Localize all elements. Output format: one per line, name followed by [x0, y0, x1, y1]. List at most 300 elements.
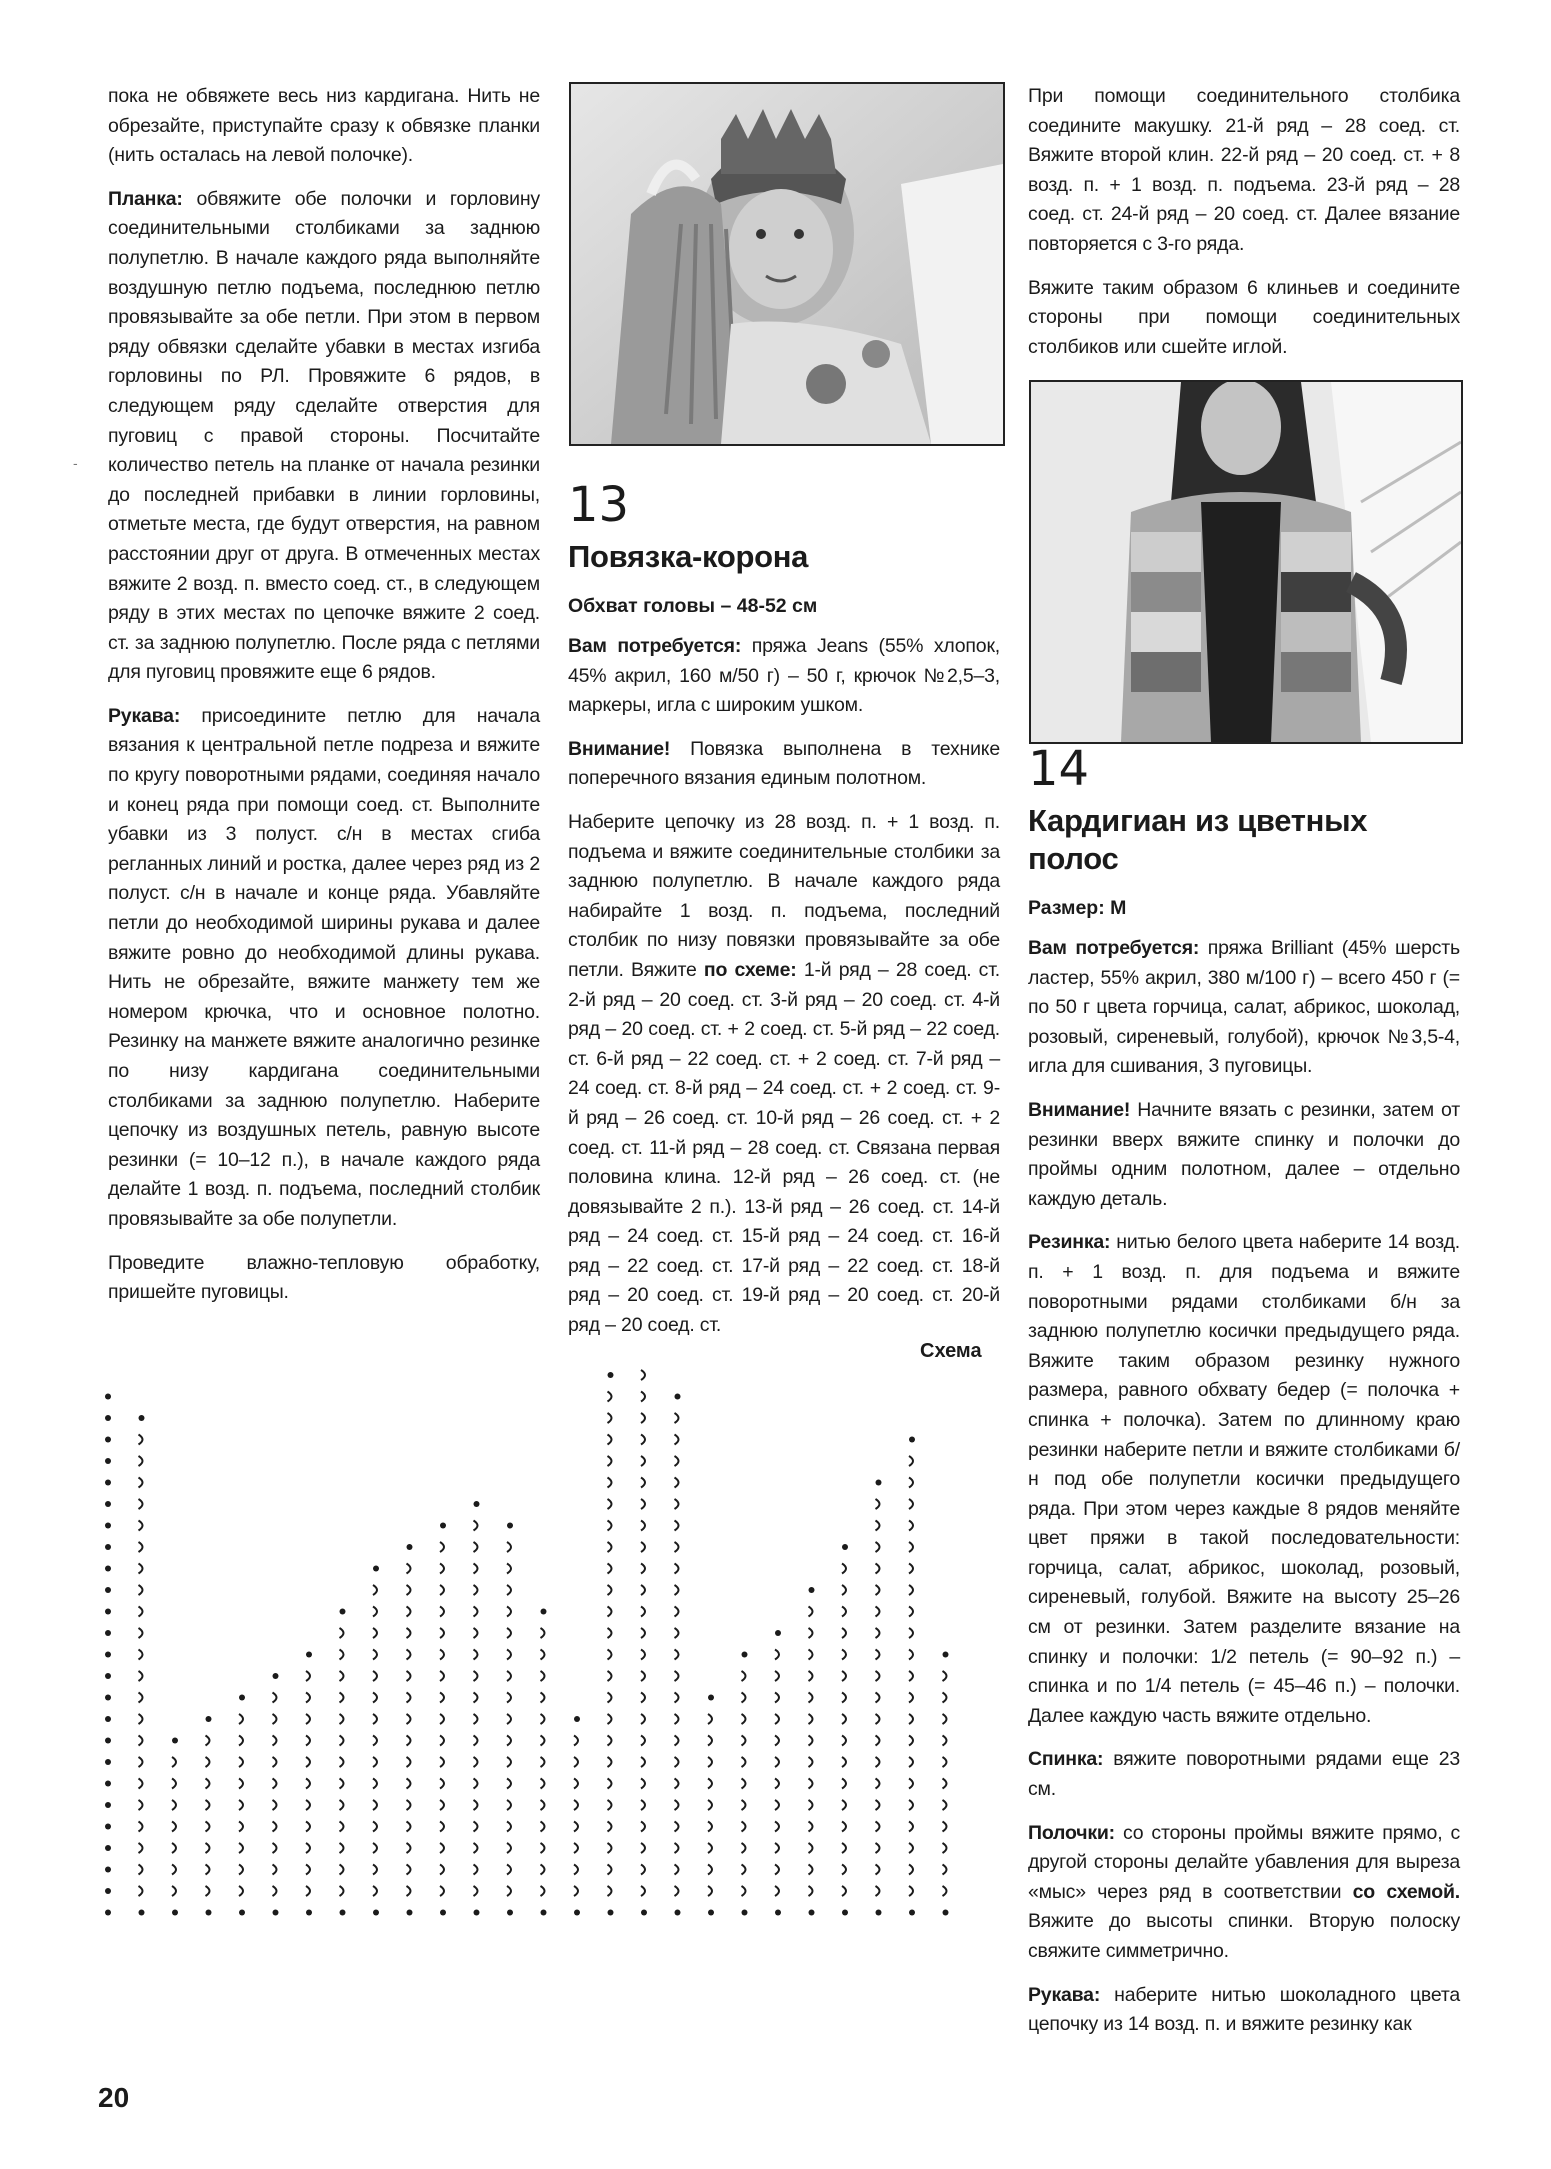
- schema-stitch-arc: [608, 1822, 612, 1832]
- schema-stitch-arc: [742, 1693, 746, 1703]
- schema-stitch-dot: [541, 1609, 547, 1615]
- schema-stitch-dot: [608, 1372, 614, 1378]
- schema-stitch-arc: [206, 1736, 210, 1746]
- schema-stitch-arc: [909, 1628, 913, 1638]
- schema-stitch-arc: [909, 1800, 913, 1810]
- schema-stitch-arc: [909, 1456, 913, 1466]
- schema-stitch-arc: [943, 1843, 947, 1853]
- cardigan-size: Размер: М: [1028, 897, 1127, 919]
- schema-stitch-dot: [105, 1566, 111, 1572]
- schema-stitch-arc: [541, 1650, 545, 1660]
- right-para-need: [1028, 934, 1460, 1082]
- schema-stitch-dot: [105, 1738, 111, 1744]
- schema-stitch-arc: [474, 1693, 478, 1703]
- schema-stitch-arc: [641, 1757, 645, 1767]
- right-para-1: При помощи соединительного столбика соедините макушку. 21-й ряд – 28 соед. ст. Вяжите второй клин. 22-й ряд – 20 соед. ст. + 8 возд. п. + 1 возд. п. подъема. 23-й ряд – 28 соед. ст. 24-й ряд – 20 соед. ст. Далее вязание повторяется с 3-го ряда.: [1028, 85, 1460, 255]
- schema-stitch-arc: [742, 1822, 746, 1832]
- right-para-rib: [1028, 1228, 1460, 1731]
- schema-stitch-arc: [440, 1628, 444, 1638]
- left-para-finish: Проведите влажно-тепловую обработку, пришейте пуговицы.: [108, 1251, 540, 1304]
- schema-stitch-dot: [440, 1523, 446, 1529]
- schema-stitch-arc: [407, 1822, 411, 1832]
- schema-stitch-arc: [608, 1757, 612, 1767]
- schema-stitch-dot: [842, 1544, 848, 1550]
- schema-stitch-arc: [440, 1585, 444, 1595]
- schema-stitch-arc: [775, 1800, 779, 1810]
- schema-stitch-arc: [273, 1886, 277, 1896]
- schema-stitch-dot: [943, 1910, 949, 1916]
- schema-stitch-arc: [440, 1800, 444, 1810]
- schema-stitch-arc: [306, 1800, 310, 1810]
- mid-rows-scheme: по схеме:: [703, 958, 797, 981]
- schema-stitch-arc: [675, 1800, 679, 1810]
- schema-stitch-arc: [306, 1757, 310, 1767]
- schema-stitch-arc: [172, 1865, 176, 1875]
- schema-stitch-arc: [139, 1757, 143, 1767]
- schema-stitch-dot: [105, 1394, 111, 1400]
- right-para-2: Вяжите таким образом 6 клиньев и соедините стороны при помощи соединительных столбиков или сшейте иглой.: [1028, 276, 1460, 358]
- schema-stitch-arc: [273, 1822, 277, 1832]
- schema-stitch-arc: [775, 1757, 779, 1767]
- schema-stitch-arc: [876, 1628, 880, 1638]
- schema-stitch-arc: [809, 1800, 813, 1810]
- schema-stitch-arc: [407, 1607, 411, 1617]
- schema-stitch-arc: [943, 1757, 947, 1767]
- schema-stitch-arc: [306, 1693, 310, 1703]
- schema-stitch-arc: [507, 1585, 511, 1595]
- schema-stitch-arc: [273, 1693, 277, 1703]
- schema-stitch-dot: [105, 1716, 111, 1722]
- schema-stitch-arc: [809, 1607, 813, 1617]
- schema-stitch-arc: [306, 1865, 310, 1875]
- schema-stitch-dot: [407, 1910, 413, 1916]
- schema-stitch-arc: [507, 1865, 511, 1875]
- schema-stitch-arc: [876, 1499, 880, 1509]
- schema-stitch-arc: [373, 1693, 377, 1703]
- schema-stitch-arc: [809, 1865, 813, 1875]
- schema-stitch-arc: [809, 1693, 813, 1703]
- schema-stitch-arc: [373, 1628, 377, 1638]
- schema-stitch-arc: [775, 1886, 779, 1896]
- schema-stitch-arc: [842, 1886, 846, 1896]
- schema-stitch-arc: [608, 1779, 612, 1789]
- mid-para-attention: [568, 735, 1000, 794]
- schema-stitch-arc: [842, 1736, 846, 1746]
- schema-stitch-arc: [139, 1865, 143, 1875]
- schema-stitch-arc: [407, 1779, 411, 1789]
- schema-stitch-arc: [239, 1886, 243, 1896]
- schema-stitch-arc: [675, 1478, 679, 1488]
- schema-stitch-arc: [239, 1800, 243, 1810]
- schema-stitch-arc: [608, 1628, 612, 1638]
- schema-stitch-arc: [675, 1564, 679, 1574]
- schema-stitch-arc: [909, 1736, 913, 1746]
- schema-stitch-arc: [239, 1822, 243, 1832]
- schema-stitch-arc: [842, 1693, 846, 1703]
- schema-stitch-arc: [641, 1370, 645, 1380]
- schema-stitch-arc: [708, 1714, 712, 1724]
- schema-label: Схема: [920, 1340, 982, 1362]
- schema-stitch-arc: [273, 1757, 277, 1767]
- mid-rows-intro: Наберите цепочку из 28 возд. п. + 1 возд. п. подъема и вяжите соединительные столбики за заднюю полупетлю. В начале каждого ряда набирайте 1 возд. п. подъема, последний столбик по низу повязки провязывайте за обе петли. Вяжите: [568, 810, 1000, 981]
- schema-stitch-arc: [574, 1843, 578, 1853]
- schema-stitch-arc: [909, 1865, 913, 1875]
- schema-stitch-dot: [105, 1910, 111, 1916]
- schema-stitch-arc: [876, 1800, 880, 1810]
- schema-stitch-arc: [876, 1607, 880, 1617]
- schema-stitch-dot: [876, 1480, 882, 1486]
- schema-stitch-arc: [641, 1435, 645, 1445]
- schema-stitch-arc: [139, 1435, 143, 1445]
- schema-stitch-arc: [675, 1822, 679, 1832]
- schema-stitch-arc: [306, 1843, 310, 1853]
- schema-stitch-arc: [608, 1585, 612, 1595]
- schema-stitch-arc: [675, 1779, 679, 1789]
- schema-stitch-arc: [842, 1650, 846, 1660]
- schema-stitch-arc: [139, 1564, 143, 1574]
- schema-stitch-arc: [273, 1736, 277, 1746]
- schema-stitch-arc: [407, 1564, 411, 1574]
- schema-stitch-dot: [105, 1824, 111, 1830]
- schema-stitch-dot: [909, 1910, 915, 1916]
- schema-stitch-arc: [608, 1693, 612, 1703]
- schema-stitch-arc: [139, 1585, 143, 1595]
- schema-stitch-arc: [340, 1736, 344, 1746]
- schema-stitch-dot: [842, 1910, 848, 1916]
- schema-stitch-arc: [139, 1628, 143, 1638]
- schema-stitch-arc: [943, 1822, 947, 1832]
- schema-stitch-arc: [675, 1886, 679, 1896]
- schema-stitch-dot: [440, 1910, 446, 1916]
- mid-attention-text: Повязка выполнена в технике поперечного вязания единым полотном.: [568, 737, 1000, 790]
- schema-stitch-arc: [373, 1822, 377, 1832]
- schema-stitch-dot: [675, 1394, 681, 1400]
- schema-stitch-arc: [507, 1693, 511, 1703]
- schema-stitch-dot: [105, 1501, 111, 1507]
- schema-stitch-arc: [474, 1714, 478, 1724]
- schema-stitch-arc: [675, 1736, 679, 1746]
- schema-stitch-arc: [641, 1693, 645, 1703]
- schema-stitch-arc: [273, 1865, 277, 1875]
- schema-stitch-arc: [407, 1843, 411, 1853]
- schema-stitch-dot: [273, 1673, 279, 1679]
- schema-stitch-dot: [105, 1544, 111, 1550]
- schema-stitch-arc: [239, 1779, 243, 1789]
- schema-stitch-arc: [641, 1456, 645, 1466]
- schema-stitch-arc: [440, 1736, 444, 1746]
- schema-stitch-dot: [239, 1910, 245, 1916]
- schema-stitch-arc: [574, 1779, 578, 1789]
- schema-stitch-arc: [407, 1757, 411, 1767]
- schema-stitch-arc: [675, 1521, 679, 1531]
- schema-stitch-dot: [105, 1652, 111, 1658]
- schema-stitch-arc: [507, 1607, 511, 1617]
- schema-stitch-arc: [474, 1843, 478, 1853]
- schema-stitch-arc: [909, 1499, 913, 1509]
- schema-stitch-dot: [474, 1910, 480, 1916]
- schema-stitch-arc: [139, 1650, 143, 1660]
- margin-tick: -: [73, 455, 78, 471]
- schema-stitch-arc: [876, 1650, 880, 1660]
- schema-stitch-arc: [139, 1671, 143, 1681]
- schema-stitch-arc: [675, 1843, 679, 1853]
- schema-stitch-arc: [742, 1886, 746, 1896]
- schema-stitch-arc: [641, 1714, 645, 1724]
- schema-stitch-arc: [641, 1800, 645, 1810]
- schema-stitch-arc: [641, 1564, 645, 1574]
- schema-stitch-arc: [608, 1392, 612, 1402]
- fronts-text-c: Вяжите до высоты спинки. Вторую полоску свяжите симметрично.: [1028, 1910, 1460, 1962]
- schema-stitch-arc: [675, 1499, 679, 1509]
- schema-stitch-arc: [608, 1800, 612, 1810]
- schema-stitch-arc: [273, 1779, 277, 1789]
- schema-stitch-arc: [373, 1585, 377, 1595]
- schema-stitch-arc: [206, 1757, 210, 1767]
- schema-stitch-dot: [206, 1716, 212, 1722]
- schema-stitch-arc: [909, 1886, 913, 1896]
- head-size: Обхват головы – 48-52 см: [568, 595, 818, 617]
- schema-stitch-arc: [943, 1714, 947, 1724]
- schema-stitch-arc: [306, 1736, 310, 1746]
- schema-stitch-dot: [105, 1781, 111, 1787]
- schema-stitch-arc: [842, 1628, 846, 1638]
- schema-stitch-arc: [273, 1714, 277, 1724]
- schema-stitch-arc: [474, 1800, 478, 1810]
- schema-stitch-arc: [273, 1800, 277, 1810]
- schema-stitch-arc: [373, 1886, 377, 1896]
- schema-stitch-arc: [139, 1607, 143, 1617]
- schema-stitch-arc: [909, 1607, 913, 1617]
- schema-stitch-dot: [541, 1910, 547, 1916]
- schema-stitch-arc: [675, 1413, 679, 1423]
- schema-stitch-arc: [909, 1542, 913, 1552]
- schema-stitch-arc: [474, 1607, 478, 1617]
- schema-stitch-dot: [775, 1910, 781, 1916]
- schema-stitch-dot: [105, 1415, 111, 1421]
- schema-stitch-arc: [239, 1757, 243, 1767]
- schema-stitch-dot: [273, 1910, 279, 1916]
- schema-stitch-dot: [105, 1587, 111, 1593]
- schema-stitch-arc: [507, 1843, 511, 1853]
- schema-stitch-arc: [842, 1800, 846, 1810]
- schema-stitch-arc: [541, 1843, 545, 1853]
- schema-stitch-arc: [340, 1800, 344, 1810]
- schema-stitch-arc: [876, 1693, 880, 1703]
- planka-label: Планка:: [108, 187, 183, 210]
- schema-stitch-arc: [809, 1671, 813, 1681]
- schema-stitch-arc: [541, 1822, 545, 1832]
- schema-stitch-dot: [105, 1523, 111, 1529]
- schema-stitch-arc: [775, 1736, 779, 1746]
- schema-stitch-arc: [574, 1736, 578, 1746]
- schema-stitch-arc: [876, 1521, 880, 1531]
- schema-stitch-arc: [641, 1542, 645, 1552]
- schema-stitch-arc: [541, 1736, 545, 1746]
- schema-stitch-arc: [340, 1757, 344, 1767]
- schema-stitch-arc: [507, 1650, 511, 1660]
- schema-stitch-arc: [306, 1886, 310, 1896]
- schema-stitch-arc: [809, 1714, 813, 1724]
- schema-stitch-arc: [407, 1865, 411, 1875]
- schema-stitch-dot: [172, 1910, 178, 1916]
- schema-stitch-arc: [507, 1671, 511, 1681]
- schema-stitch-arc: [373, 1757, 377, 1767]
- schema-stitch-dot: [809, 1587, 815, 1593]
- schema-stitch-arc: [909, 1585, 913, 1595]
- schema-stitch-arc: [641, 1843, 645, 1853]
- rib-label: Резинка:: [1028, 1231, 1111, 1254]
- schema-stitch-arc: [172, 1800, 176, 1810]
- schema-stitch-arc: [708, 1736, 712, 1746]
- schema-stitch-arc: [675, 1714, 679, 1724]
- schema-stitch-dot: [876, 1910, 882, 1916]
- schema-stitch-arc: [842, 1564, 846, 1574]
- schema-stitch-dot: [742, 1910, 748, 1916]
- back-text: вяжите поворотными рядами еще 23 см.: [1028, 1748, 1460, 1801]
- schema-stitch-arc: [876, 1779, 880, 1789]
- schema-stitch-arc: [775, 1650, 779, 1660]
- schema-stitch-arc: [608, 1435, 612, 1445]
- schema-stitch-dot: [708, 1695, 714, 1701]
- schema-stitch-arc: [608, 1542, 612, 1552]
- schema-stitch-arc: [474, 1822, 478, 1832]
- schema-stitch-arc: [608, 1736, 612, 1746]
- schema-stitch-arc: [541, 1757, 545, 1767]
- schema-stitch-arc: [842, 1822, 846, 1832]
- schema-stitch-arc: [608, 1886, 612, 1896]
- schema-stitch-arc: [407, 1628, 411, 1638]
- schema-stitch-arc: [641, 1671, 645, 1681]
- schema-stitch-arc: [139, 1822, 143, 1832]
- schema-stitch-arc: [641, 1478, 645, 1488]
- schema-stitch-arc: [306, 1822, 310, 1832]
- schema-stitch-arc: [909, 1714, 913, 1724]
- schema-stitch-arc: [608, 1843, 612, 1853]
- schema-stitch-arc: [373, 1650, 377, 1660]
- schema-stitch-arc: [574, 1822, 578, 1832]
- schema-stitch-arc: [474, 1671, 478, 1681]
- schema-stitch-arc: [373, 1714, 377, 1724]
- schema-stitch-arc: [474, 1886, 478, 1896]
- schema-stitch-arc: [742, 1843, 746, 1853]
- schema-stitch-arc: [608, 1865, 612, 1875]
- schema-stitch-arc: [340, 1671, 344, 1681]
- schema-stitch-arc: [675, 1650, 679, 1660]
- schema-stitch-dot: [105, 1802, 111, 1808]
- schema-stitch-arc: [708, 1757, 712, 1767]
- planka-text: обвяжите обе полочки и горловину соединительными столбиками за заднюю полупетлю. В начале каждого ряда выполняйте воздушную петлю подъема, последнюю петлю провязывайте за обе петли. При этом в первом ряду обвязки сделайте убавки в местах изгиба горловины по РЛ. Провяжите 6 рядов, в следующем ряду сделайте отверстия для пуговиц с правой стороны. Посчитайте количество петель на планке от начала резинки до последней прибавки в линии горловины, отметьте места, где будут отверстия, на равном расстоянии друг от друга. В отмеченных местах вяжите 2 возд. п. вместо соед. ст., в следующем ряду в этих местах по цепочке вяжите 2 соед. ст. за заднюю полупетлю. После ряда с петлями для пуговиц провяжите еще 6 рядов.: [108, 187, 540, 684]
- schema-stitch-arc: [340, 1822, 344, 1832]
- schema-stitch-arc: [842, 1779, 846, 1789]
- schema-stitch-arc: [775, 1693, 779, 1703]
- schema-stitch-arc: [842, 1865, 846, 1875]
- schema-stitch-arc: [373, 1843, 377, 1853]
- schema-stitch-arc: [608, 1499, 612, 1509]
- schema-stitch-arc: [407, 1671, 411, 1681]
- schema-stitch-dot: [775, 1630, 781, 1636]
- schema-stitch-arc: [440, 1865, 444, 1875]
- right-para-attention: [1028, 1096, 1460, 1214]
- sleeves-text: присоедините петлю для начала вязания к центральной петле подреза и вяжите по кругу поворотными рядами, соединяя начало и конец ряда при помощи соед. ст. Выполните убавки из 3 полуст. с/н в местах сгиба регланных линий и ростка, далее через ряд из 2 полуст. с/н в начале и конце ряда. Убавляйте петли до необходимой ширины рукава и далее вяжите ровно до необходимой длины рукава. Нить не обрезайте, вяжите манжету тем же номером крючка, что и основное полотно. Резинку на манжете вяжите аналогично резинке по низу кардигана соединительными столбиками за заднюю полупетлю. Наберите цепочку из воздушных петель, равную высоте резинки (= 10–12 п.), в начале каждого ряда делайте 1 возд. п. подъема, последний столбик провязывайте за обе полупетли.: [108, 704, 540, 1230]
- mid-para-rows: [568, 808, 1000, 1341]
- schema-stitch-arc: [340, 1886, 344, 1896]
- schema-stitch-dot: [105, 1437, 111, 1443]
- schema-stitch-arc: [139, 1714, 143, 1724]
- photo-girl-headband-image: [571, 84, 1003, 444]
- schema-stitch-arc: [139, 1542, 143, 1552]
- schema-stitch-arc: [306, 1714, 310, 1724]
- schema-stitch-arc: [842, 1714, 846, 1724]
- left-para-1: пока не обвяжете весь низ кардигана. Нить не обрезайте, приступайте сразу к обвязке планки (нить осталась на левой полочке).: [108, 85, 540, 167]
- schema-stitch-arc: [206, 1800, 210, 1810]
- schema-stitch-arc: [507, 1628, 511, 1638]
- schema-stitch-arc: [809, 1843, 813, 1853]
- schema-stitch-arc: [541, 1800, 545, 1810]
- schema-stitch-arc: [541, 1671, 545, 1681]
- schema-stitch-arc: [641, 1392, 645, 1402]
- schema-stitch-arc: [809, 1779, 813, 1789]
- sleeves-label: Рукава:: [108, 704, 181, 727]
- schema-stitch-dot: [306, 1910, 312, 1916]
- schema-stitch-arc: [440, 1607, 444, 1617]
- schema-stitch-arc: [641, 1736, 645, 1746]
- schema-stitch-arc: [139, 1736, 143, 1746]
- schema-stitch-arc: [943, 1865, 947, 1875]
- schema-stitch-arc: [541, 1886, 545, 1896]
- schema-stitch-dot: [172, 1738, 178, 1744]
- schema-stitch-arc: [474, 1736, 478, 1746]
- schema-stitch-arc: [440, 1822, 444, 1832]
- mid-rows-text: 1-й ряд – 28 соед. ст. 2-й ряд – 20 соед. ст. 3-й ряд – 20 соед. ст. 4-й ряд – 20 соед. ст. + 2 соед. ст. 5-й ряд – 22 соед. ст. 6-й ряд – 22 соед. ст. + 2 соед. ст. 7-й ряд – 24 соед. ст. 8-й ряд – 24 соед. ст. + 2 соед. ст. 9-й ряд – 26 соед. ст. 10-й ряд – 26 соед. ст. + 2 соед. ст. 11-й ряд – 28 соед. ст. Связана первая половина клина. 12-й ряд – 26 соед. ст. (не довязывайте 2 п.). 13-й ряд – 26 соед. ст. 14-й ряд – 24 соед. ст. 15-й ряд – 24 соед. ст. 16-й ряд – 22 соед. ст. 17-й ряд – 22 соед. ст. 18-й ряд – 20 соед. ст. 19-й ряд – 20 соед. ст. 20-й ряд – 20 соед. ст.: [568, 958, 1001, 1337]
- schema-stitch-arc: [407, 1650, 411, 1660]
- schema-stitch-arc: [842, 1585, 846, 1595]
- schema-stitch-arc: [541, 1628, 545, 1638]
- schema-stitch-arc: [373, 1865, 377, 1875]
- schema-stitch-arc: [742, 1865, 746, 1875]
- schema-stitch-arc: [742, 1800, 746, 1810]
- schema-stitch-arc: [842, 1843, 846, 1853]
- schema-stitch-arc: [373, 1800, 377, 1810]
- right-need-text: пряжа Brilliant (45% шерсть ластер, 55% акрил, 380 м/100 г) – всего 450 г (= по 50 г цвета горчица, салат, абрикос, шоколад, розовый, сиреневый, голубой), крючок №3,5-4, игла для сшивания, 3 пуговицы.: [1028, 937, 1460, 1078]
- schema-stitch-dot: [574, 1910, 580, 1916]
- schema-stitch-arc: [139, 1499, 143, 1509]
- schema-stitch-arc: [675, 1628, 679, 1638]
- schema-stitch-arc: [239, 1714, 243, 1724]
- schema-stitch-dot: [306, 1652, 312, 1658]
- schema-stitch-arc: [306, 1671, 310, 1681]
- right-column: [1028, 82, 1460, 2036]
- schema-stitch-arc: [876, 1736, 880, 1746]
- schema-stitch-arc: [474, 1564, 478, 1574]
- schema-stitch-arc: [775, 1822, 779, 1832]
- right-need-label: Вам потребуется:: [1028, 937, 1200, 959]
- schema-stitch-arc: [139, 1779, 143, 1789]
- schema-stitch-arc: [474, 1865, 478, 1875]
- schema-stitch-arc: [139, 1456, 143, 1466]
- right-para-back: [1028, 1745, 1460, 1804]
- schema-stitch-arc: [809, 1757, 813, 1767]
- schema-stitch-arc: [239, 1843, 243, 1853]
- schema-stitch-arc: [742, 1757, 746, 1767]
- schema-stitch-arc: [373, 1607, 377, 1617]
- schema-stitch-arc: [708, 1779, 712, 1789]
- right-para-fronts: [1028, 1819, 1460, 1967]
- schema-stitch-dot: [373, 1910, 379, 1916]
- right-attention-text: Начните вязать с резинки, затем от резинки вверх вяжите спинку и полочки до проймы одним полотном, далее – отдельно каждую деталь.: [1028, 1098, 1460, 1210]
- fronts-text-a: со стороны проймы вяжите прямо, с другой стороны делайте убавления для выреза «мыс» через ряд в соответствии: [1028, 1821, 1460, 1903]
- schema-stitch-arc: [641, 1413, 645, 1423]
- schema-stitch-arc: [608, 1456, 612, 1466]
